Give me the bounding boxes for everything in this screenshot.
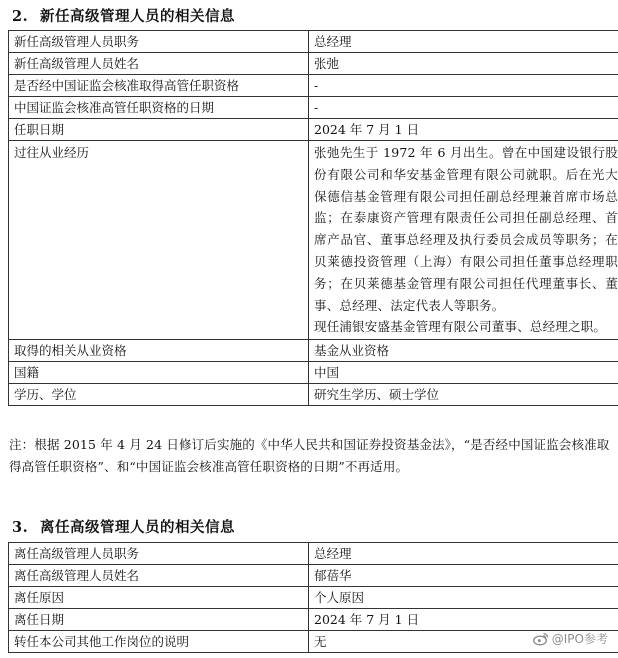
row-value: 张弛 xyxy=(309,53,618,75)
row-value: 研究生学历、硕士学位 xyxy=(309,384,618,406)
row-key: 离任高级管理人员姓名 xyxy=(9,565,309,587)
section-3-title xyxy=(12,516,235,537)
row-value: - xyxy=(309,97,618,119)
experience-paragraph: 张弛先生于 1972 年 6 月出生。曾在中国建设银行股份有限公司和华安基金管理有限公司就职。后在光大保德信基金管理有限公司担任副总经理兼首席市场总监；在泰康资产管理有限责任公司担任副总经理、首席产品官、董事总经理及执行委员会成员等职务；在贝莱德投资管理（上海）有限公司担任董事总经理职务；在贝莱德基金管理有限公司担任代理董事长、董事、总经理、法定代表人等职务。 xyxy=(314,145,618,313)
table-row xyxy=(9,119,618,141)
section-3-title-text: 离任高级管理人员的相关信息 xyxy=(40,519,235,536)
table-row xyxy=(9,53,618,75)
section-2-title xyxy=(12,5,235,26)
row-value: 2024 年 7 月 1 日 xyxy=(309,119,618,141)
table-row xyxy=(9,565,618,587)
row-key: 中国证监会核准高管任职资格的日期 xyxy=(9,97,309,119)
new-manager-table xyxy=(8,30,618,406)
table-row xyxy=(9,609,618,631)
row-value: 个人原因 xyxy=(309,587,618,609)
table-row xyxy=(9,631,618,653)
weibo-icon xyxy=(533,632,549,646)
table-row xyxy=(9,587,618,609)
row-key: 学历、学位 xyxy=(9,384,309,406)
row-value: 基金从业资格 xyxy=(309,340,618,362)
table-row xyxy=(9,141,618,340)
row-value: 总经理 xyxy=(309,543,618,565)
row-value: 无 xyxy=(309,631,618,653)
row-key: 转任本公司其他工作岗位的说明 xyxy=(9,631,309,653)
table-row xyxy=(9,543,618,565)
row-key: 离任高级管理人员职务 xyxy=(9,543,309,565)
row-key: 取得的相关从业资格 xyxy=(9,340,309,362)
row-key: 任职日期 xyxy=(9,119,309,141)
table-row xyxy=(9,97,618,119)
row-key: 离任日期 xyxy=(9,609,309,631)
section-3-number: 3. xyxy=(12,519,29,536)
row-key: 新任高级管理人员姓名 xyxy=(9,53,309,75)
row-key: 新任高级管理人员职务 xyxy=(9,31,309,53)
experience-cell xyxy=(309,141,618,340)
row-key: 国籍 xyxy=(9,362,309,384)
table-row xyxy=(9,362,618,384)
row-value: 总经理 xyxy=(309,31,618,53)
section-2-number: 2. xyxy=(12,8,29,25)
row-value: 2024 年 7 月 1 日 xyxy=(309,609,618,631)
row-key: 离任原因 xyxy=(9,587,309,609)
footnote: 注：根据 2015 年 4 月 24 日修订后实施的《中华人民共和国证券投资基金法》，“是否经中国证监会核准取得高管任职资格”、和“中国证监会核准高管任职资格的日期”不再适用。 xyxy=(9,437,610,474)
watermark xyxy=(533,630,608,647)
row-value: 中国 xyxy=(309,362,618,384)
row-key: 过往从业经历 xyxy=(9,141,309,340)
departing-manager-table xyxy=(8,542,618,653)
row-key: 是否经中国证监会核准取得高管任职资格 xyxy=(9,75,309,97)
table-row xyxy=(9,384,618,406)
row-value: - xyxy=(309,75,618,97)
table-row xyxy=(9,340,618,362)
row-value: 郁蓓华 xyxy=(309,565,618,587)
section-2-title-text: 新任高级管理人员的相关信息 xyxy=(40,8,235,25)
watermark-text: @IPO参考 xyxy=(551,632,608,646)
table-row xyxy=(9,75,618,97)
table-row xyxy=(9,31,618,53)
experience-paragraph: 现任浦银安盛基金管理有限公司董事、总经理之职。 xyxy=(314,319,607,335)
